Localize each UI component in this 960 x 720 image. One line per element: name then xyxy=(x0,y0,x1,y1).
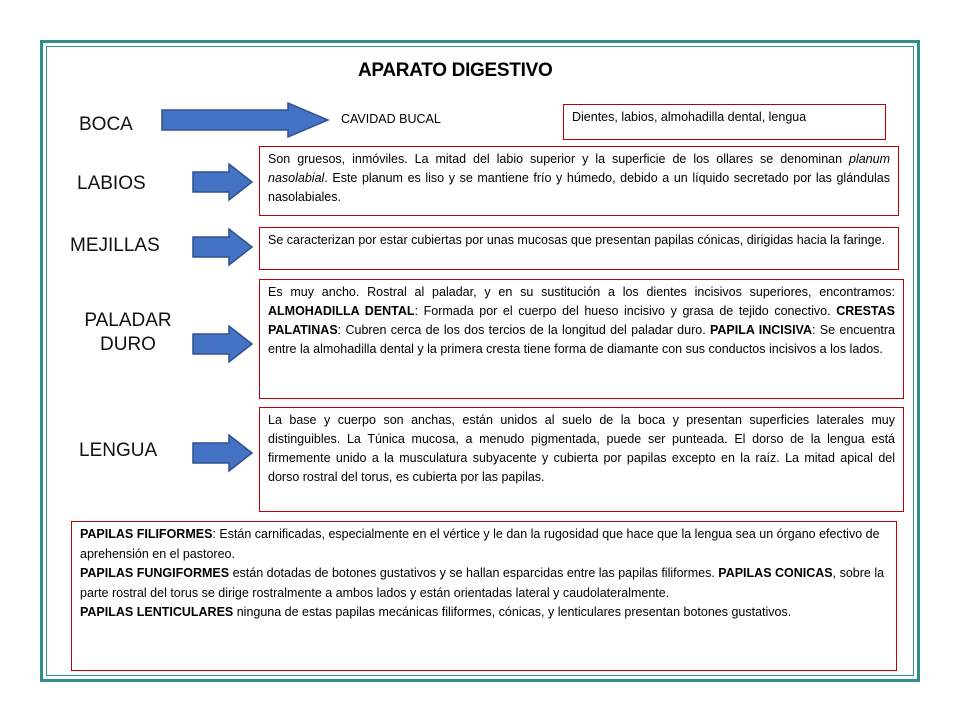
paladar-text-part4: : Se encuentra entre la almohadilla dental y la primera cresta tiene forma de diamante con sus conductos incisivos a los lados. xyxy=(268,323,895,356)
labios-text-part2: . Este planum es liso y se mantiene frío y húmedo, debido a un líquido secretado por las glándulas nasolabiales. xyxy=(268,171,890,204)
term-papilas-conicas: PAPILAS CONICAS xyxy=(718,566,833,580)
subhead-cavidad-bucal: CAVIDAD BUCAL xyxy=(341,112,441,126)
label-paladar-line1: PALADAR xyxy=(84,310,172,331)
term-almohadilla-dental: ALMOHADILLA DENTAL xyxy=(268,304,415,318)
papilas-conicas-text: , sobre la parte rostral del torus se dirige rostralmente a ambos lados y están orientadas lateral y caudolateralmente. xyxy=(80,566,885,600)
labios-text-italic: planum nasolabial xyxy=(268,152,890,185)
labios-text-part1: Son gruesos, inmóviles. La mitad del labio superior y la superficie de los ollares se denominan xyxy=(268,152,849,166)
box-paladar-text xyxy=(268,283,895,359)
page-title: APARATO DIGESTIVO xyxy=(358,60,553,81)
box-boca-text: Dientes, labios, almohadilla dental, lengua xyxy=(572,110,807,124)
box-paladar-duro xyxy=(259,279,904,399)
papilas-filiformes xyxy=(80,525,888,564)
box-lengua xyxy=(259,407,904,512)
term-papila-incisiva: PAPILA INCISIVA xyxy=(709,323,812,337)
box-labios-text xyxy=(268,150,890,207)
paladar-text-part1: Es muy ancho. Rostral al paladar, y en su sustitución a los dientes incisivos superiores, encontramos: xyxy=(268,285,895,299)
term-papilas-fungiformes: PAPILAS FUNGIFORMES xyxy=(80,566,230,580)
papilas-fungiformes xyxy=(80,564,888,603)
papilas-lenticulares xyxy=(80,603,888,623)
label-boca: BOCA xyxy=(79,114,133,135)
arrow-labios-icon xyxy=(191,162,255,202)
paladar-text-part3: : Cubren cerca de los dos tercios de la longitud del paladar duro. xyxy=(337,323,710,337)
papilas-filiformes-text: : Están carnificadas, especialmente en el vértice y le dan la rugosidad que hace que la lengua sea un órgano efectivo de aprehensión en el pastoreo. xyxy=(80,527,880,561)
box-boca xyxy=(563,104,886,140)
box-labios xyxy=(259,146,899,216)
arrow-mejillas-icon xyxy=(191,227,255,267)
term-papilas-lenticulares: PAPILAS LENTICULARES xyxy=(80,605,234,619)
label-mejillas: MEJILLAS xyxy=(70,235,160,256)
box-papilas xyxy=(71,521,897,671)
term-papilas-filiformes: PAPILAS FILIFORMES xyxy=(80,527,213,541)
box-mejillas xyxy=(259,227,899,270)
arrow-paladar-icon xyxy=(191,324,255,364)
label-paladar-line2: DURO xyxy=(100,334,156,355)
papilas-fungiformes-text: están dotadas de botones gustativos y se hallan esparcidas entre las papilas filiformes. xyxy=(229,566,719,580)
papilas-lenticulares-text: ninguna de estas papilas mecánicas filiformes, cónicas, y lenticulares presentan botones gustativos. xyxy=(233,605,792,619)
paladar-text-part2: : Formada por el cuerpo del hueso incisivo y grasa de tejido conectivo. xyxy=(414,304,837,318)
label-paladar-duro xyxy=(78,309,178,357)
box-mejillas-text: Se caracterizan por estar cubiertas por unas mucosas que presentan papilas cónicas, dirigidas hacia la faringe. xyxy=(268,233,886,247)
box-lengua-text: La base y cuerpo son anchas, están unidos al suelo de la boca y presentan superficies laterales muy distinguibles. La Túnica mucosa, a menudo pigmentada, puede ser punteada. El dorso de la lengua está firmemente unido a la musculatura subyacente y cubierta por papilas excepto en la raíz. La mitad apical del dorso rostral del torus, es cubierta por las papilas. xyxy=(268,413,895,484)
label-labios: LABIOS xyxy=(77,173,146,194)
term-crestas-palatinas: CRESTAS PALATINAS xyxy=(268,304,896,337)
arrow-boca-icon xyxy=(160,101,332,139)
arrow-lengua-icon xyxy=(191,433,255,473)
label-lengua: LENGUA xyxy=(79,440,158,461)
